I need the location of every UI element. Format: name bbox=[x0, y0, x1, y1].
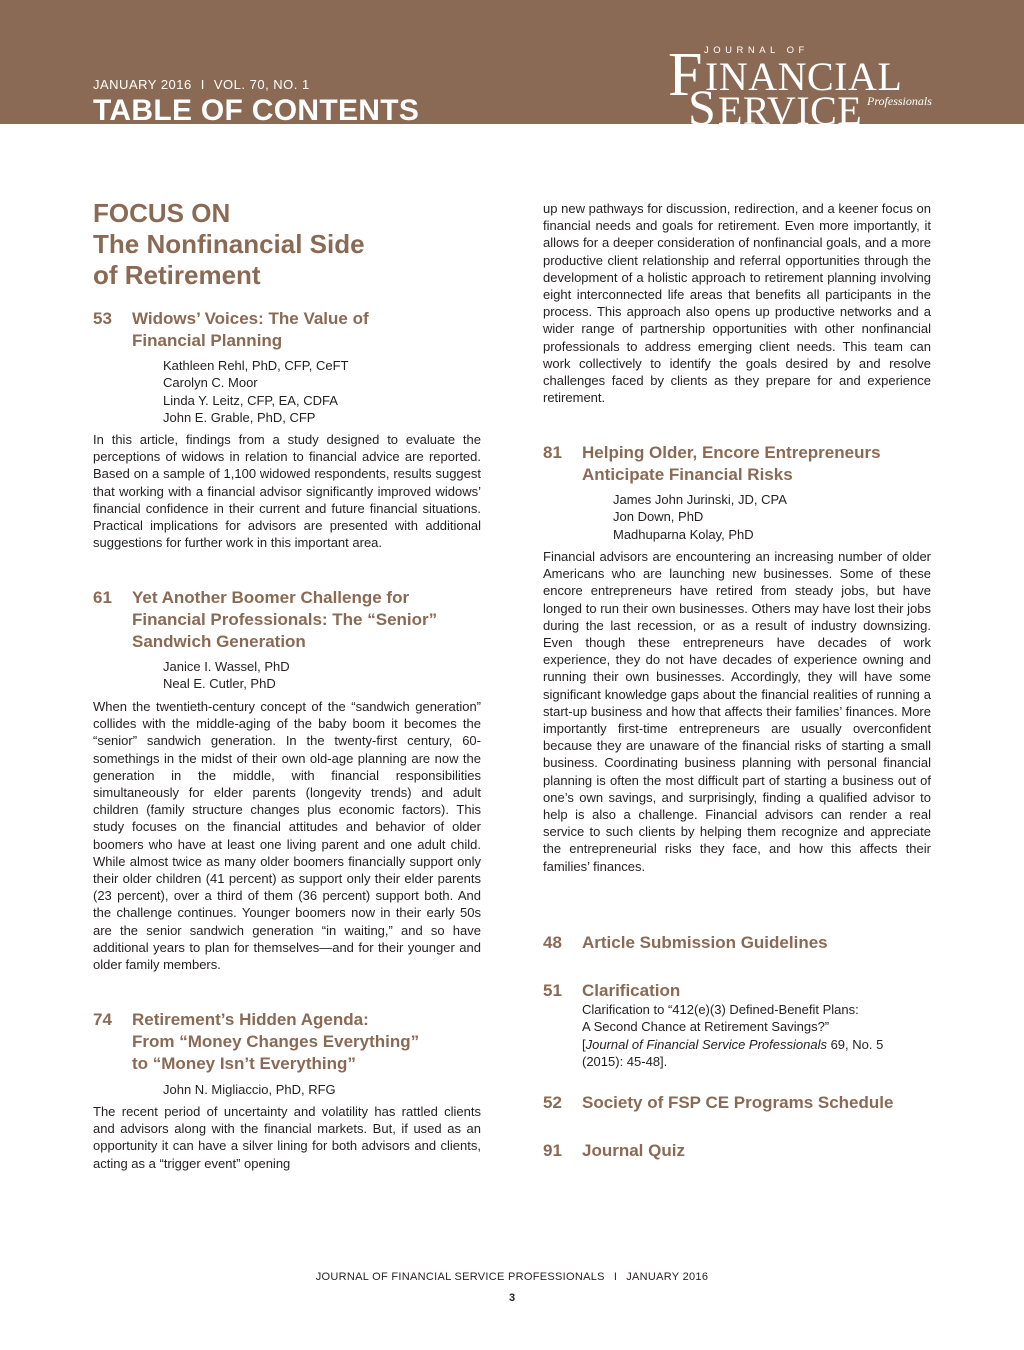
abstract-81: Financial advisors are encountering an increasing number of older Americans who are launching new businesses. Some of these encore entrepreneurs have retired from steady jobs, but have longed to run their own businesses. Others may have lost their jobs during the last recession, or as a result of industry downsizing. Even though these entrepreneurs have decades of work experience, they do not have decades of experience owning and running their own businesses. Accordingly, they will have some significant knowledge gaps about the financial realities of running a start-up business and how that affects their families’ finances. More importantly first-time entrepreneurs are usually overconfident because they are unaware of the financial risks of starting a small business. Coordinating business planning with personal financial planning is often the most difficult part of starting a business out of one’s own savings, and surprisingly, finding a qualified advisor to help is also a challenge. Financial advisors can render a real service to such clients by helping them recognize and appreciate the entrepreneurial risks they face, and how this affects their families’ finances. bbox=[543, 549, 931, 874]
article-page-53: 53 bbox=[93, 309, 112, 328]
logo-letter-s: S bbox=[688, 79, 716, 124]
clarification-line: Clarification to “412(e)(3) Defined-Benefit Plans: bbox=[582, 1002, 859, 1017]
article-title-line: From “Money Changes Everything” bbox=[132, 1032, 420, 1051]
abstract-74-continued: up new pathways for discussion, redirection, and a keener focus on financial needs and goals for retirement. Even more importantly, it allows for a deeper consideration of nonfinancial goals, and a more productive client relationship and referral opportunities through the development of a holistic approach to retirement planning involving eight interconnected life areas that benefits all participants in the process. This approach also opens up productive networks and a wider range of partnership opportunities with other nonfinancial professionals to address emerging client needs. This team can work collectively to identify the goals desired by and resolve challenges faced by clients as they prepare for and experience retirement. bbox=[543, 201, 931, 406]
authors-53 bbox=[163, 357, 348, 426]
item-title-clarification: Clarification bbox=[582, 981, 681, 1000]
authors-74 bbox=[163, 1081, 336, 1098]
abstract-74: The recent period of uncertainty and volatility has rattled clients and advisors along with the financial markets. But, if used as an opportunity it can have a silver lining for both advisors and clients, acting as a “trigger event” opening bbox=[93, 1104, 481, 1171]
item-page-51: 51 bbox=[543, 981, 562, 1000]
page-title: TABLE OF CONTENTS bbox=[93, 94, 420, 124]
footer-journal: JOURNAL OF FINANCIAL SERVICE PROFESSIONALS bbox=[315, 1271, 605, 1283]
article-title-line: Anticipate Financial Risks bbox=[582, 465, 793, 484]
author: Jon Down, PhD bbox=[613, 509, 704, 525]
citation-volume: 69, No. 5 bbox=[826, 1036, 884, 1052]
clarification-citation bbox=[582, 1036, 883, 1053]
item-page-91: 91 bbox=[543, 1141, 562, 1160]
clarification-line: A Second Chance at Retirement Savings?” bbox=[582, 1019, 830, 1035]
author: Janice I. Wassel, PhD bbox=[163, 659, 290, 674]
footer-separator: I bbox=[613, 1271, 618, 1283]
abstract-61: When the twentieth-century concept of the “sandwich generation” collides with the middle-aging of the baby boom it becomes the “senior” sandwich generation. In the twenty-first century, 60-somethings in the midst of their own old-age planning are now the generation in the middle, with financial responsibilities simultaneously for elder parents (longevity trends) and adult children (family structure changes plus economic factors). This study focuses on the financial attitudes and behavior of older boomers who have at least one living parent and one adult child. While almost twice as many older boomers financially support only their older children (41 percent) as support only their elder parents (23 percent), over a third of them (36 percent) support both. And the challenge continues. Younger boomers now in their early 50s are the senior sandwich generation “in waiting,” and so have additional years to plan for themselves—and for their younger and older family members. bbox=[93, 699, 481, 973]
article-title-line: Yet Another Boomer Challenge for bbox=[132, 588, 410, 607]
item-title-ce-schedule: Society of FSP CE Programs Schedule bbox=[582, 1093, 894, 1112]
author: John N. Migliaccio, PhD, RFG bbox=[163, 1082, 336, 1097]
article-title-line: Financial Professionals: The “Senior” bbox=[132, 610, 438, 629]
article-title-61 bbox=[132, 587, 482, 653]
abstract-53: In this article, findings from a study designed to evaluate the perceptions of widows in relation to financial advice are reported. Based on a sample of 1,100 widowed respondents, results suggest that working with a financial advisor significantly improved widows’ financial confidence in their current and future financial situations. Practical implications for advisors are presented with additional suggestions for further work in this important area. bbox=[93, 432, 481, 551]
article-title-53 bbox=[132, 308, 482, 352]
authors-81 bbox=[613, 491, 787, 543]
focus-line-1: FOCUS ON bbox=[93, 198, 231, 228]
article-title-line: Helping Older, Encore Entrepreneurs bbox=[582, 443, 881, 462]
article-title-line: Widows’ Voices: The Value of bbox=[132, 309, 369, 328]
item-page-48: 48 bbox=[543, 933, 562, 952]
page-number: 3 bbox=[508, 1292, 516, 1304]
item-page-52: 52 bbox=[543, 1093, 562, 1112]
author: Carolyn C. Moor bbox=[163, 375, 258, 391]
item-title-journal-quiz: Journal Quiz bbox=[582, 1141, 685, 1160]
article-title-74 bbox=[132, 1009, 482, 1075]
authors-61 bbox=[163, 658, 290, 693]
issue-info bbox=[93, 77, 310, 92]
clarification-text bbox=[582, 1001, 883, 1070]
article-page-81: 81 bbox=[543, 443, 562, 462]
author: Neal E. Cutler, PhD bbox=[163, 676, 276, 692]
author: Kathleen Rehl, PhD, CFP, CeFT bbox=[163, 358, 349, 373]
author: Linda Y. Leitz, CFP, EA, CDFA bbox=[163, 392, 338, 408]
item-title-submission-guidelines: Article Submission Guidelines bbox=[582, 933, 828, 952]
author: Madhuparna Kolay, PhD bbox=[613, 526, 754, 542]
issue-separator: I bbox=[200, 77, 205, 92]
focus-line-2: The Nonfinancial Side bbox=[93, 229, 365, 259]
issue-volume: VOL. 70, NO. 1 bbox=[213, 77, 310, 92]
author: John E. Grable, PhD, CFP bbox=[163, 409, 316, 425]
logo-letter-f: F bbox=[668, 41, 703, 109]
logo-journal-of: JOURNAL OF bbox=[704, 45, 809, 56]
article-title-line: Financial Planning bbox=[132, 331, 283, 350]
footer-date: JANUARY 2016 bbox=[626, 1271, 709, 1283]
article-title-81 bbox=[582, 442, 932, 486]
author: James John Jurinski, JD, CPA bbox=[613, 492, 787, 507]
article-title-line: Retirement’s Hidden Agenda: bbox=[132, 1010, 369, 1029]
header-banner bbox=[0, 0, 1024, 124]
focus-heading bbox=[93, 198, 365, 291]
issue-date: JANUARY 2016 bbox=[93, 77, 192, 92]
journal-logo bbox=[668, 40, 968, 124]
article-page-61: 61 bbox=[93, 588, 112, 607]
logo-professionals: Professionals bbox=[867, 94, 932, 108]
logo-inancial: INANCIAL bbox=[705, 54, 903, 99]
focus-line-3: of Retirement bbox=[93, 260, 261, 290]
citation-bracket: [ bbox=[582, 1036, 586, 1052]
article-title-line: to “Money Isn’t Everything” bbox=[132, 1054, 356, 1073]
clarification-line: (2015): 45-48]. bbox=[582, 1053, 668, 1069]
footer bbox=[0, 1271, 1024, 1283]
article-page-74: 74 bbox=[93, 1010, 112, 1029]
citation-journal: Journal of Financial Service Professionals bbox=[585, 1036, 827, 1052]
logo-ervice: ERVICE bbox=[718, 88, 863, 124]
article-title-line: Sandwich Generation bbox=[132, 632, 306, 651]
